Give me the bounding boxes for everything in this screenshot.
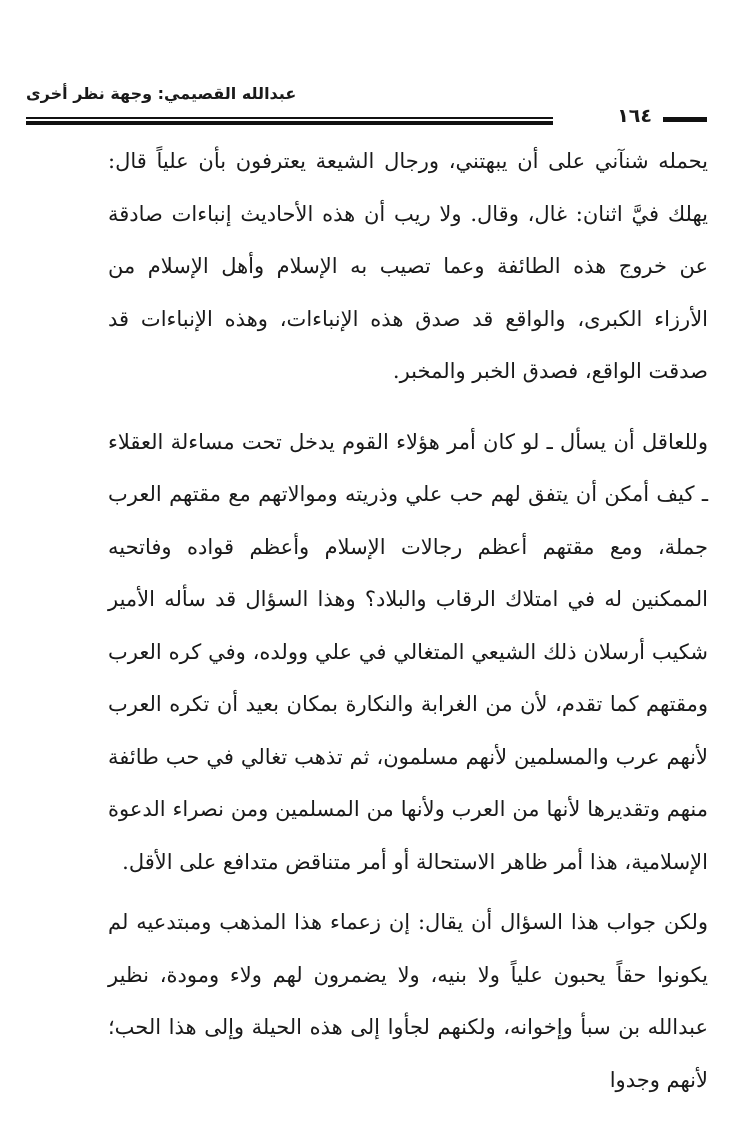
header-rule-thick-left	[26, 121, 553, 125]
header-rule-right	[663, 117, 707, 122]
body-text	[108, 135, 708, 1106]
running-title: عبدالله القصيمي: وجهة نظر أخرى	[26, 84, 297, 103]
header-rule-thin-left	[26, 117, 553, 119]
paragraph-1: يحمله شنآني على أن يبهتني، ورجال الشيعة يعترفون بأن علياً قال: يهلك فيَّ اثنان: غال، وقال. ولا ريب أن هذه الأحاديث إنباءات صادقة عن خروج هذه الطائفة وعما تصيب به الإسلام وأهل الإسلام من الأرزاء الكبرى، والواقع قد صدق هذه الإنباءات، وهذه الإنباءات قد صدقت الواقع، فصدق الخبر والمخبر.	[108, 149, 708, 383]
paragraph-2: وللعاقل أن يسأل ـ لو كان أمر هؤلاء القوم يدخل تحت مساءلة العقلاء ـ كيف أمكن أن يتفق لهم حب علي وذريته وموالاتهم مع مقتهم العرب جملة، ومع مقتهم أعظم رجالات الإسلام وأعظم قواده وفاتحيه الممكنين له في امتلاك الرقاب والبلاد؟ وهذا السؤال قد سأله الأمير شكيب أرسلان ذلك الشيعي المتغالي في علي وولده، وفي كره العرب ومقتهم كما تقدم، لأن من الغرابة والنكارة بمكان بعيد أن تكره العرب لأنهم عرب والمسلمين لأنهم مسلمون، ثم تذهب تغالي في حب طائفة منهم وتقديرها لأنها من العرب ولأنها من المسلمين ومن نصراء الدعوة الإسلامية، هذا أمر ظاهر الاستحالة أو أمر متناقض متدافع على الأقل.	[108, 429, 708, 874]
paragraph-3: ولكن جواب هذا السؤال أن يقال: إن زعماء هذا المذهب ومبتدعيه لم يكونوا حقاً يحبون علياً ولا بنيه، ولا يضمرون لهم ولاء ومودة، نظير عبدالله بن سبأ وإخوانه، ولكنهم لجأوا إلى هذه الحيلة وإلى هذا الحب؛ لأنهم وجدوا	[108, 910, 708, 1092]
page-number: ١٦٤	[617, 105, 652, 127]
